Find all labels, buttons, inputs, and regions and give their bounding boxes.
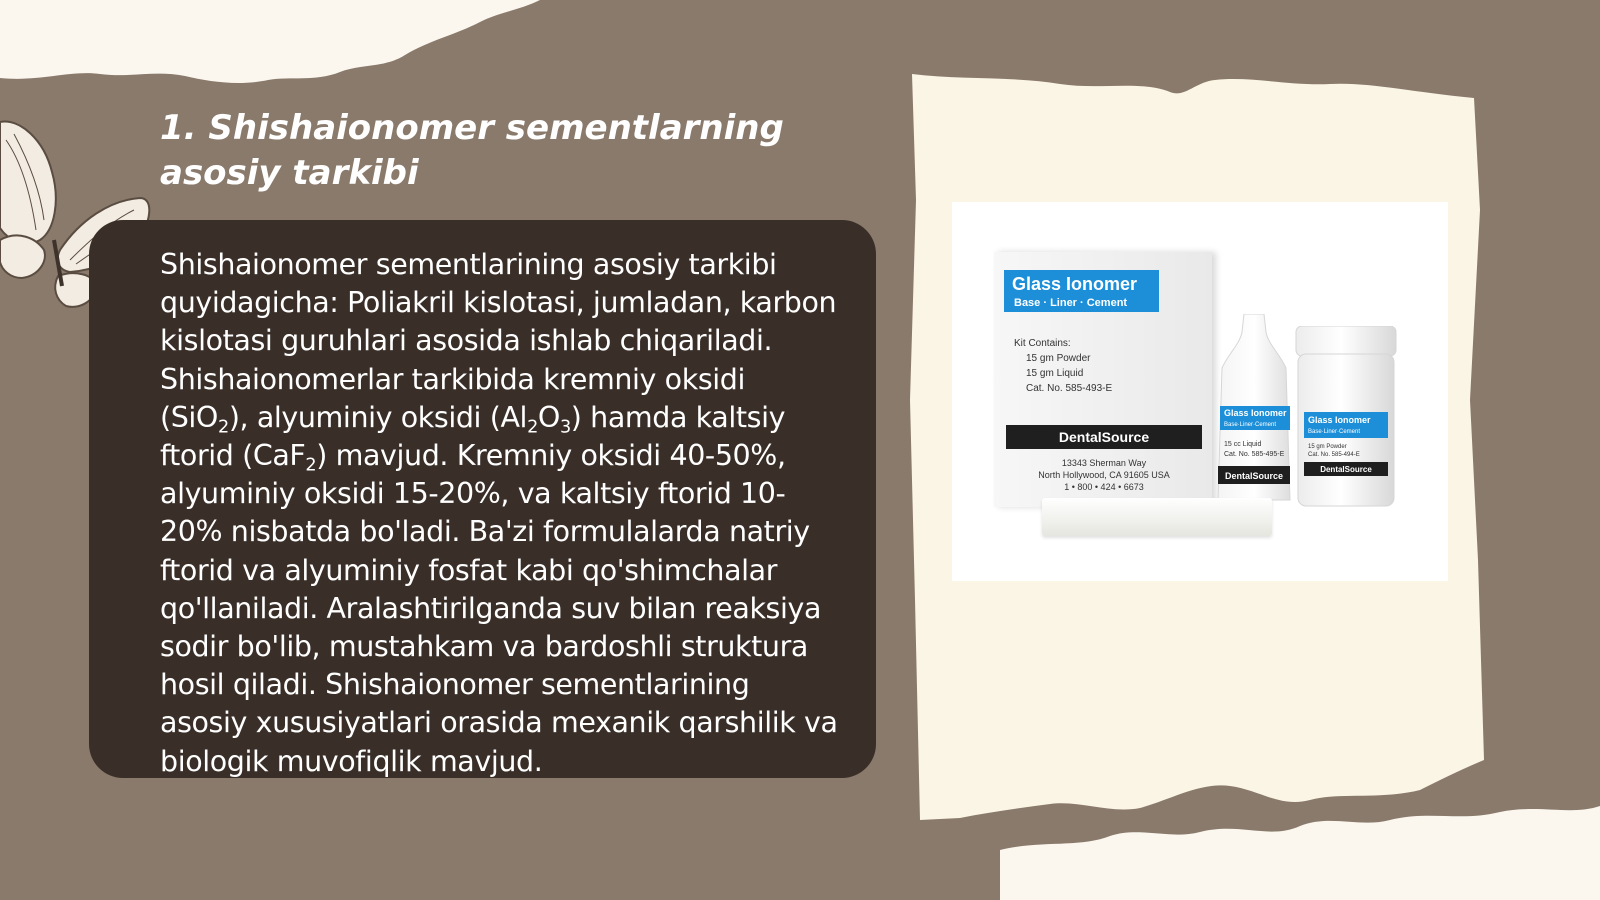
kit-powder: 15 gm Powder <box>1026 353 1091 364</box>
mixing-pad <box>1042 498 1272 536</box>
jar-subtitle: Base·Liner·Cement <box>1308 429 1361 435</box>
body-text-part-1: Shishaionomer sementlarining asosiy tarkibi quyidagicha: Poliakril kislotasi, jumladan, karbon kislotasi guruhlari asosida ishlab chiqariladi. Shishaionomerlar tarkibida kremniy oksidi (SiO <box>160 248 837 434</box>
kit-contents <box>1014 336 1112 396</box>
body-text-part-3: O <box>537 400 560 434</box>
kit-address-line-1: 13343 Sherman Way <box>1061 458 1147 468</box>
kit-catno: Cat. No. 585-493-E <box>1026 383 1113 394</box>
product-photo <box>952 202 1448 581</box>
bottle-brand: DentalSource <box>1224 471 1284 481</box>
subscript-o3: 3 <box>559 417 571 438</box>
subscript-caf2: 2 <box>305 455 317 476</box>
body-text-part-2: ), alyuminiy oksidi (Al <box>228 400 528 434</box>
jar-line-1: 15 gm Powder <box>1308 444 1347 450</box>
liquid-bottle <box>1214 314 1294 504</box>
kit-brand: DentalSource <box>1006 425 1202 449</box>
kit-contains-label: Kit Contains: <box>1014 338 1071 349</box>
subscript-al2: 2 <box>527 417 538 438</box>
jar-title: Glass Ionomer <box>1308 415 1371 425</box>
powder-jar <box>1294 326 1400 514</box>
body-text <box>160 246 840 781</box>
kit-subtitle: Base · Liner · Cement <box>1014 297 1128 309</box>
subscript-si-o2: 2 <box>217 417 229 438</box>
kit-liquid: 15 gm Liquid <box>1026 368 1084 379</box>
kit-title: Glass Ionomer <box>1012 274 1138 294</box>
kit-address-line-3: 1 • 800 • 424 • 6673 <box>1064 482 1144 492</box>
kit-label <box>1004 270 1159 312</box>
kit-box <box>994 252 1212 507</box>
kit-address <box>1034 457 1174 493</box>
bottle-subtitle: Base·Liner·Cement <box>1224 422 1277 428</box>
kit-address-line-2: North Hollywood, CA 91605 USA <box>1038 470 1170 480</box>
jar-brand: DentalSource <box>1320 465 1372 474</box>
bottle-line-2: Cat. No. 585-495-E <box>1224 451 1285 458</box>
body-text-part-4: ) hamda kaltsiy ftorid (CaF <box>160 400 786 473</box>
bottle-title: Glass Ionomer <box>1224 408 1287 418</box>
jar-line-2: Cat. No. 585-494-E <box>1308 452 1360 458</box>
bottle-line-1: 15 cc Liquid <box>1224 441 1262 448</box>
slide-title: 1. Shishaionomer sementlarning asosiy tarkibi <box>160 108 784 193</box>
body-text-part-5: ) mavjud. Kremniy oksidi 40-50%, alyuminiy oksidi 15-20%, va kaltsiy ftorid 10-20% nisbatda bo'ladi. Ba'zi formulalarda natriy ftorid va alyuminiy fosfat kabi qo'shimchalar qo'llaniladi. Aralashtirilganda suv bilan reaksiya sodir bo'lib, mustahkam va bardoshli struktura hosil qiladi. Shishaionomer sementlarining asosiy xususiyatlari orasida mexanik qarshilik va biologik muvofiqlik mavjud. <box>160 439 838 778</box>
